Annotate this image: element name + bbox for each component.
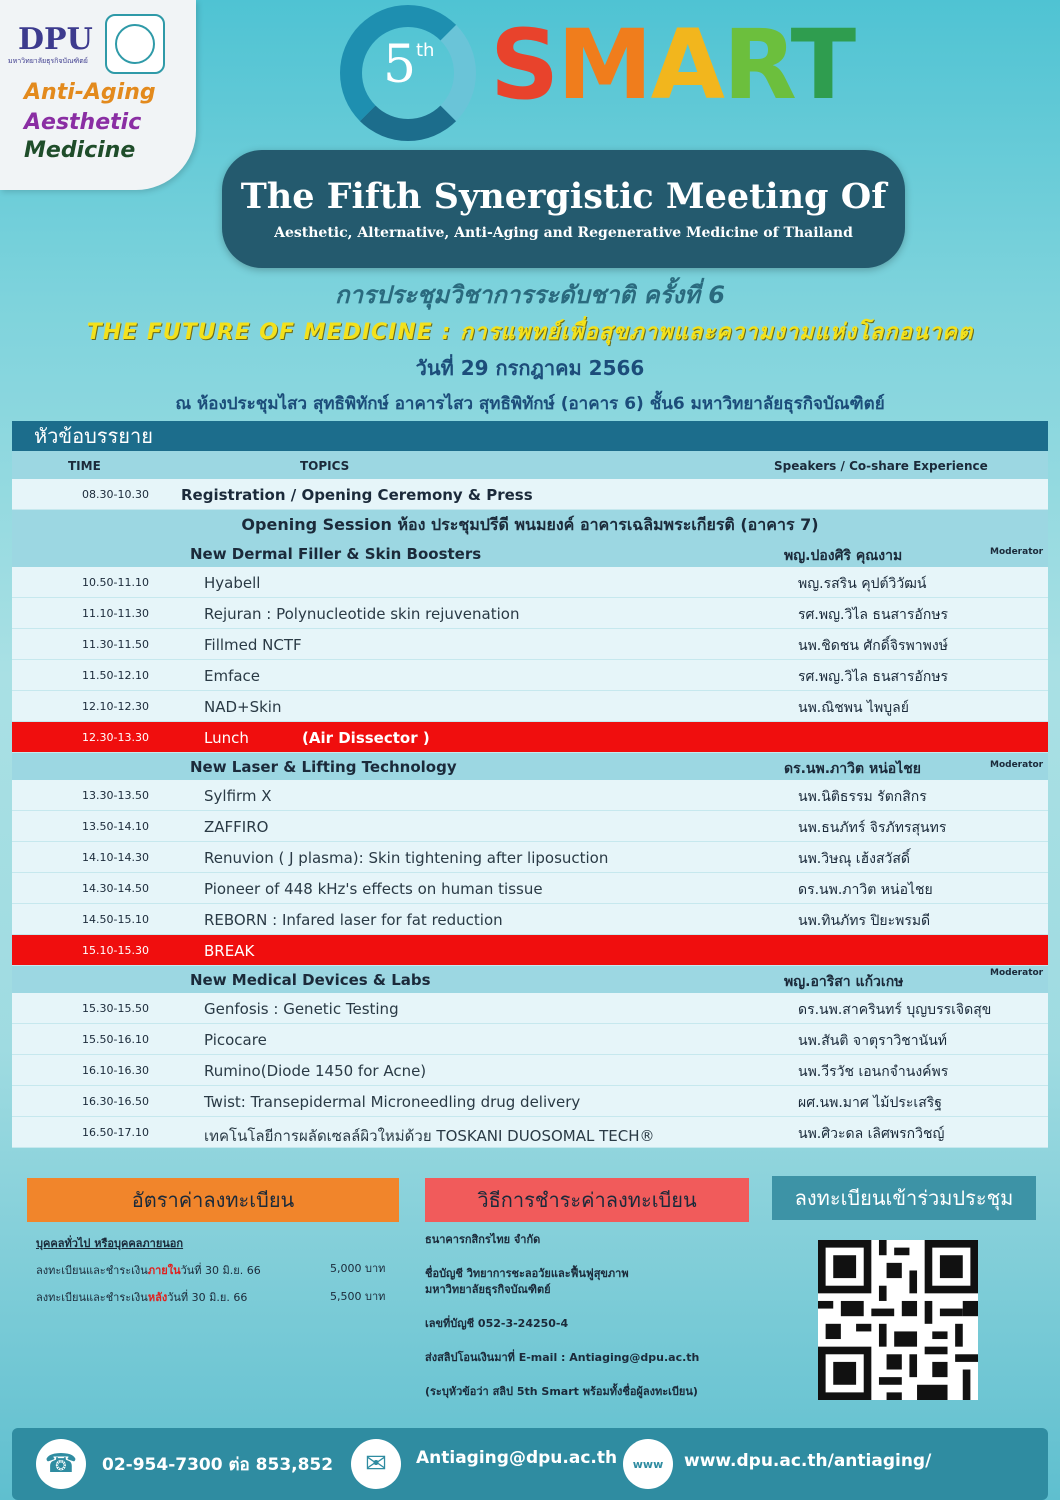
- account-name-2: มหาวิทยาลัยธุรกิจบัณฑิตย์: [425, 1283, 551, 1296]
- register-title: ลงทะเบียนเข้าร่วมประชุม: [772, 1176, 1036, 1220]
- fee-title: อัตราค่าลงทะเบียน: [27, 1178, 399, 1222]
- table-row: 10.50-11.10 Hyabell พญ.รสริน คุปต์วิวัฒน์: [12, 567, 1048, 598]
- thai-conference-title: การประชุมวิชาการระดับชาติ ครั้งที่ 6: [334, 281, 725, 309]
- bank-name: ธนาคารกสิกรไทย จำกัด: [425, 1233, 541, 1246]
- slip-email: ส่งสลิปโอนเงินมาที่ E-mail : Antiaging@dpu.ac.th: [425, 1351, 700, 1364]
- fee-row-late: ลงทะเบียนและชำระเงินหลังวันที่ 30 มิ.ย. 66: [36, 1291, 248, 1304]
- qr-code-icon[interactable]: [818, 1240, 978, 1400]
- table-row: 14.50-15.10 REBORN : Infared laser for fat reduction นพ.ทินภัทร ปิยะพรมดี: [12, 904, 1048, 935]
- fee-price-early: 5,000 บาท: [330, 1262, 386, 1275]
- table-row: 16.30-16.50 Twist: Transepidermal Microneedling drug delivery ผศ.นพ.มาศ ไม้ประเสริฐ: [12, 1086, 1048, 1117]
- table-row: 14.10-14.30 Renuvion ( J plasma): Skin tightening after liposuction นพ.วิษณุ เฮ้งสวัสดิ์: [12, 842, 1048, 873]
- dpu-subtitle: มหาวิทยาลัยธุรกิจบัณฑิตย์: [8, 57, 88, 65]
- dpu-logo: DPU: [18, 22, 93, 57]
- footer-website[interactable]: www.dpu.ac.th/antiaging/: [684, 1451, 932, 1471]
- college-seal-icon: [105, 14, 165, 74]
- medicine-label: Medicine: [24, 138, 136, 163]
- fifth-suffix: th: [416, 40, 435, 61]
- table-row: 08.30-10.30 Registration / Opening Ceremony & Press: [12, 479, 1048, 510]
- fifth-number: 5: [383, 35, 417, 95]
- col-time: TIME: [68, 459, 101, 473]
- event-venue: ณ ห้องประชุมไสว สุทธิพิทักษ์ อาคารไสว สุทธิพิทักษ์ (อาคาร 6) ชั้น6 มหาวิทยาลัยธุรกิจบัณฑิตย์: [175, 394, 885, 414]
- smart-logo: SMART: [490, 9, 855, 121]
- column-header-row: [12, 451, 1048, 479]
- table-row: 15.30-15.50 Genfosis : Genetic Testing ดร.นพ.สาครินทร์ บุญบรรเจิดสุข: [12, 993, 1048, 1024]
- title-banner: [222, 150, 905, 268]
- footer-email[interactable]: Antiaging@dpu.ac.th: [416, 1448, 618, 1468]
- mail-icon: ✉: [351, 1439, 401, 1489]
- table-row: 16.50-17.10 เทคโนโลยีการผลัดเซลล์ผิวใหม่ด้วย TOSKANI DUOSOMAL TECH® นพ.ศิวะดล เลิศพรกวิชญ์: [12, 1117, 1048, 1148]
- payment-title: วิธีการชำระค่าลงทะเบียน: [425, 1178, 749, 1222]
- title-sub: Aesthetic, Alternative, Anti-Aging and Regenerative Medicine of Thailand: [274, 225, 853, 241]
- session-header: New Medical Devices & Labs พญ.อาริสา แก้วเกษ Moderator: [12, 966, 1048, 993]
- aesthetic-label: Aesthetic: [24, 110, 142, 135]
- footer-phone[interactable]: 02-954-7300 ต่อ 853,852: [102, 1455, 334, 1475]
- slip-note: (ระบุหัวข้อว่า สลิป 5th Smart พร้อมทั้งชื่อผู้ลงทะเบียน): [425, 1385, 698, 1398]
- table-row: 12.10-12.30 NAD+Skin นพ.ณิชพน ไพบูลย์: [12, 691, 1048, 722]
- break-row: 15.10-15.30 BREAK: [12, 935, 1048, 966]
- title-main: The Fifth Synergistic Meeting Of: [240, 176, 887, 217]
- col-topics: TOPICS: [300, 459, 350, 473]
- session-header: New Laser & Lifting Technology ดร.นพ.ภาวิต หน่อไชย Moderator: [12, 753, 1048, 780]
- future-of-medicine-line: THE FUTURE OF MEDICINE : การแพทย์เพื่อสุขภาพและความงามแห่งโลกอนาคต: [86, 320, 974, 345]
- anti-aging-label: Anti-Aging: [24, 80, 156, 105]
- footer: [12, 1428, 1048, 1500]
- account-name-1: ชื่อบัญชี วิทยาการชะลอวัยและฟื้นฟูสุขภาพ: [425, 1267, 629, 1280]
- table-row: 13.30-13.50 Sylfirm X นพ.นิติธรรม รัตกสิกร: [12, 780, 1048, 811]
- table-row: 11.10-11.30 Rejuran : Polynucleotide skin rejuvenation รศ.พญ.วิไล ธนสารอักษร: [12, 598, 1048, 629]
- phone-icon: ☎: [36, 1439, 86, 1489]
- session-header: New Dermal Filler & Skin Boosters พญ.ปองศิริ คุณงาม Moderator: [12, 540, 1048, 567]
- table-row: 14.30-14.50 Pioneer of 448 kHz's effects on human tissue ดร.นพ.ภาวิต หน่อไชย: [12, 873, 1048, 904]
- table-row: 11.50-12.10 Emface รศ.พญ.วิไล ธนสารอักษร: [12, 660, 1048, 691]
- lunch-row: 12.30-13.30 Lunch (Air Dissector ): [12, 722, 1048, 753]
- table-heading: หัวข้อบรรยาย: [12, 421, 1048, 451]
- table-row: 13.50-14.10 ZAFFIRO นพ.ธนภัทร์ จิรภัทรสุนทร: [12, 811, 1048, 842]
- globe-icon: www: [623, 1439, 673, 1489]
- col-speakers: Speakers / Co-share Experience: [774, 459, 988, 473]
- table-row: 16.10-16.30 Rumino(Diode 1450 for Acne) นพ.วีรวัช เอนกจำนงค์พร: [12, 1055, 1048, 1086]
- event-date: วันที่ 29 กรกฎาคม 2566: [415, 356, 645, 380]
- table-row: 15.50-16.10 Picocare นพ.สันติ จาตุราวิชานันท์: [12, 1024, 1048, 1055]
- opening-session: Opening Session ห้อง ประชุมปรีดี พนมยงค์ อาคารเฉลิมพระเกียรติ (อาคาร 7): [12, 510, 1048, 540]
- fee-row-early: ลงทะเบียนและชำระเงินภายในวันที่ 30 มิ.ย. 66: [36, 1264, 261, 1277]
- table-row: 11.30-11.50 Fillmed NCTF นพ.ชิดชน ศักดิ์จิรพาพงษ์: [12, 629, 1048, 660]
- schedule-table: [12, 421, 1048, 1148]
- fee-price-late: 5,500 บาท: [330, 1290, 386, 1303]
- account-number: เลขที่บัญชี 052-3-24250-4: [425, 1317, 569, 1330]
- fee-subtitle: บุคคลทั่วไป หรือบุคคลภายนอก: [36, 1237, 184, 1250]
